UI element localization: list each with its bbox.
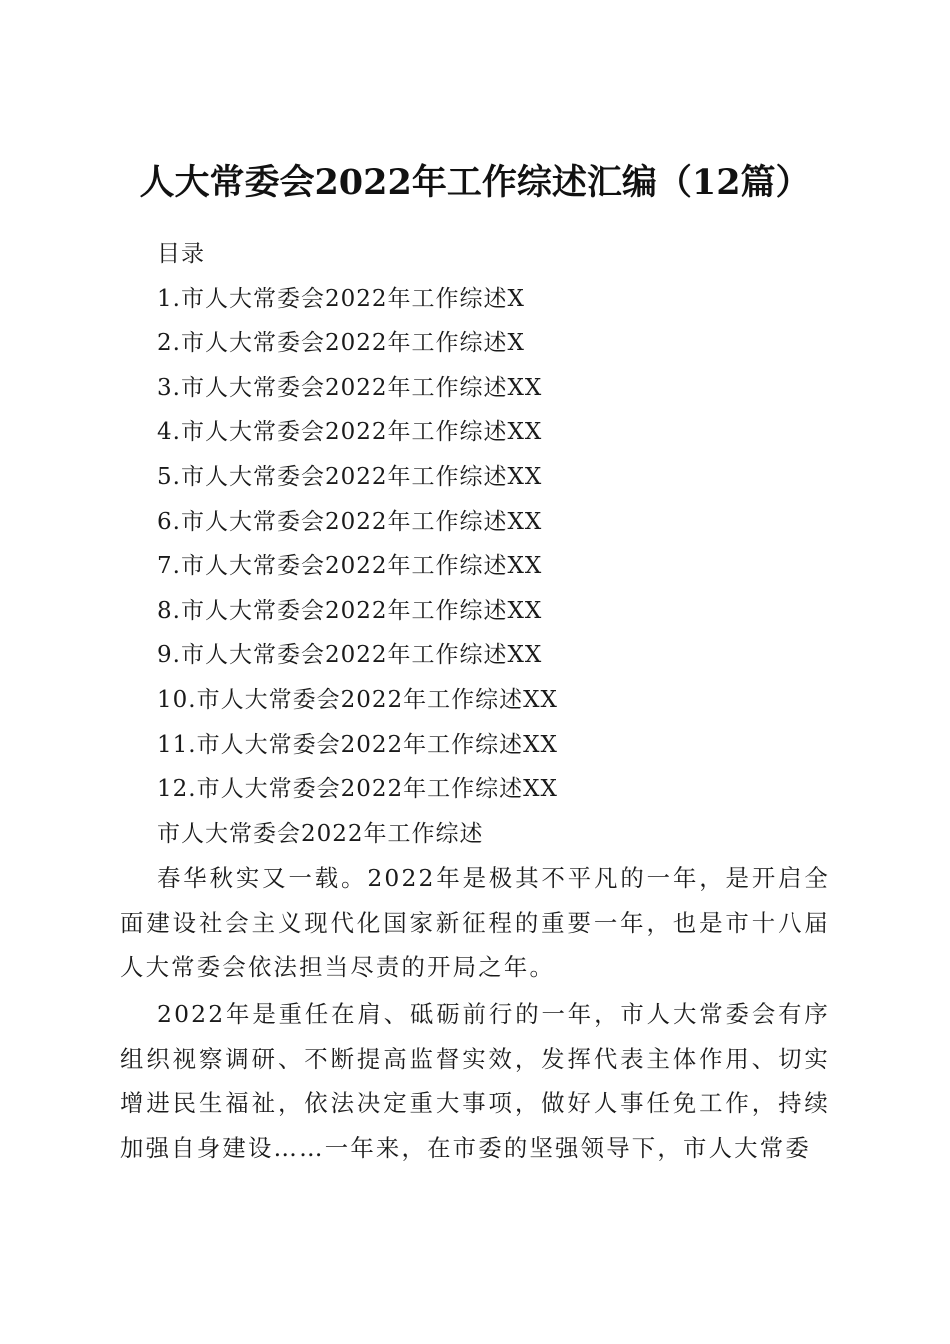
body-paragraph: 2022年是重任在肩、砥砺前行的一年，市人大常委会有序组织视察调研、不断提高监督实效，发挥代表主体作用、切实增进民生福祉，依法决定重大事项，做好人事任免工作，持续加强自身建设……一年来，在市委的坚强领导下，市人大常委 (120, 1000, 830, 1162)
toc-item: 3.市人大常委会2022年工作综述XX (157, 374, 543, 401)
toc-item: 10.市人大常委会2022年工作综述XX (157, 686, 558, 713)
toc-item: 11.市人大常委会2022年工作综述XX (157, 731, 558, 758)
toc-item: 4.市人大常委会2022年工作综述XX (157, 419, 543, 446)
toc-item: 8.市人大常委会2022年工作综述XX (157, 597, 543, 624)
toc-item: 7.市人大常委会2022年工作综述XX (157, 553, 543, 580)
toc-item: 9.市人大常委会2022年工作综述XX (157, 642, 543, 669)
document-title: 人大常委会2022年工作综述汇编（12篇） (139, 162, 811, 204)
toc-item: 12.市人大常委会2022年工作综述XX (157, 776, 558, 803)
toc-item: 5.市人大常委会2022年工作综述XX (157, 463, 543, 490)
section-title: 市人大常委会2022年工作综述 (157, 820, 484, 847)
toc-heading: 目录 (157, 241, 205, 267)
body-paragraph: 春华秋实又一载。2022年是极其不平凡的一年，是开启全面建设社会主义现代化国家新征程的重要一年，也是市十八届人大常委会依法担当尽责的开局之年。 (120, 864, 830, 982)
toc-item: 2.市人大常委会2022年工作综述X (157, 330, 525, 357)
toc-item: 6.市人大常委会2022年工作综述XX (157, 508, 543, 535)
table-of-contents (157, 232, 558, 856)
toc-item: 1.市人大常委会2022年工作综述X (157, 285, 525, 312)
